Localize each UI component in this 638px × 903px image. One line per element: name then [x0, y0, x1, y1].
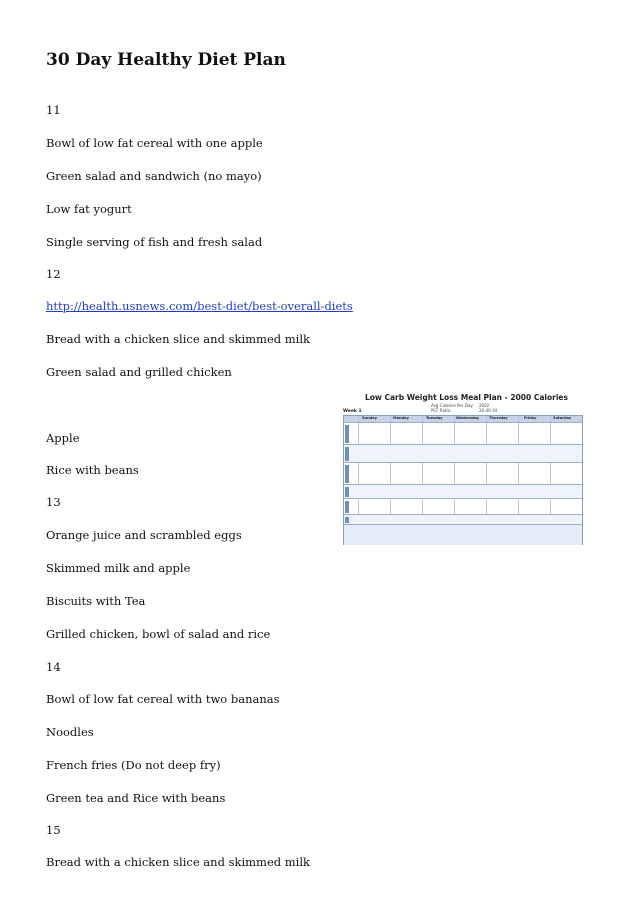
- day-number: 13: [46, 495, 61, 509]
- pcf-ratio-value: 26-40-34: [479, 408, 498, 413]
- table-row: [344, 462, 582, 485]
- day-header: Monday: [393, 416, 409, 420]
- day-header: Thursday: [489, 416, 508, 420]
- meal-item: Green tea and Rice with beans: [46, 791, 226, 805]
- meal-item: French fries (Do not deep fry): [46, 758, 221, 772]
- day-header: Sunday: [362, 416, 377, 420]
- meal-item: Single serving of fish and fresh salad: [46, 235, 263, 249]
- meal-item: Apple: [46, 431, 80, 445]
- table-row: [344, 444, 582, 463]
- meal-plan-table: [343, 415, 583, 545]
- day-number: 11: [46, 103, 61, 117]
- table-row: [344, 524, 582, 545]
- day-number: 12: [46, 267, 61, 281]
- meal-item: Low fat yogurt: [46, 202, 132, 216]
- day-number: 14: [46, 660, 61, 674]
- meal-item: Noodles: [46, 725, 94, 739]
- meal-item: Green salad and grilled chicken: [46, 365, 232, 379]
- meal-item: Bowl of low fat cereal with one apple: [46, 136, 263, 150]
- meal-item: Bowl of low fat cereal with two bananas: [46, 692, 280, 706]
- meal-item: Skimmed milk and apple: [46, 561, 191, 575]
- day-number: 15: [46, 823, 61, 837]
- meal-item: Grilled chicken, bowl of salad and rice: [46, 627, 271, 641]
- pcf-ratio-label: PCF Ratio:: [431, 408, 452, 413]
- week-label: Week 1: [343, 409, 362, 414]
- day-header: Wednesday: [456, 416, 480, 420]
- day-header: Friday: [524, 416, 537, 420]
- meal-item: Rice with beans: [46, 463, 139, 477]
- meal-item: Orange juice and scrambled eggs: [46, 528, 242, 542]
- figure-title: Low Carb Weight Loss Meal Plan - 2000 Calories: [365, 393, 568, 402]
- avg-calories-label: Avg Calories Per Day:: [431, 403, 474, 408]
- meal-item: Green salad and sandwich (no mayo): [46, 169, 262, 183]
- day-header: Tuesday: [426, 416, 443, 420]
- meal-item: Biscuits with Tea: [46, 594, 146, 608]
- meal-item: Bread with a chicken slice and skimmed milk: [46, 332, 310, 346]
- avg-calories-value: 2002: [479, 403, 490, 408]
- meal-item: Bread with a chicken slice and skimmed milk: [46, 855, 310, 869]
- table-row: [344, 484, 582, 499]
- table-row: [344, 422, 582, 445]
- page-title: 30 Day Healthy Diet Plan: [46, 50, 286, 70]
- source-link[interactable]: http://health.usnews.com/best-diet/best-overall-diets: [46, 299, 353, 313]
- meal-plan-figure: [339, 391, 586, 545]
- table-row: [344, 498, 582, 515]
- day-header: Saturday: [553, 416, 572, 420]
